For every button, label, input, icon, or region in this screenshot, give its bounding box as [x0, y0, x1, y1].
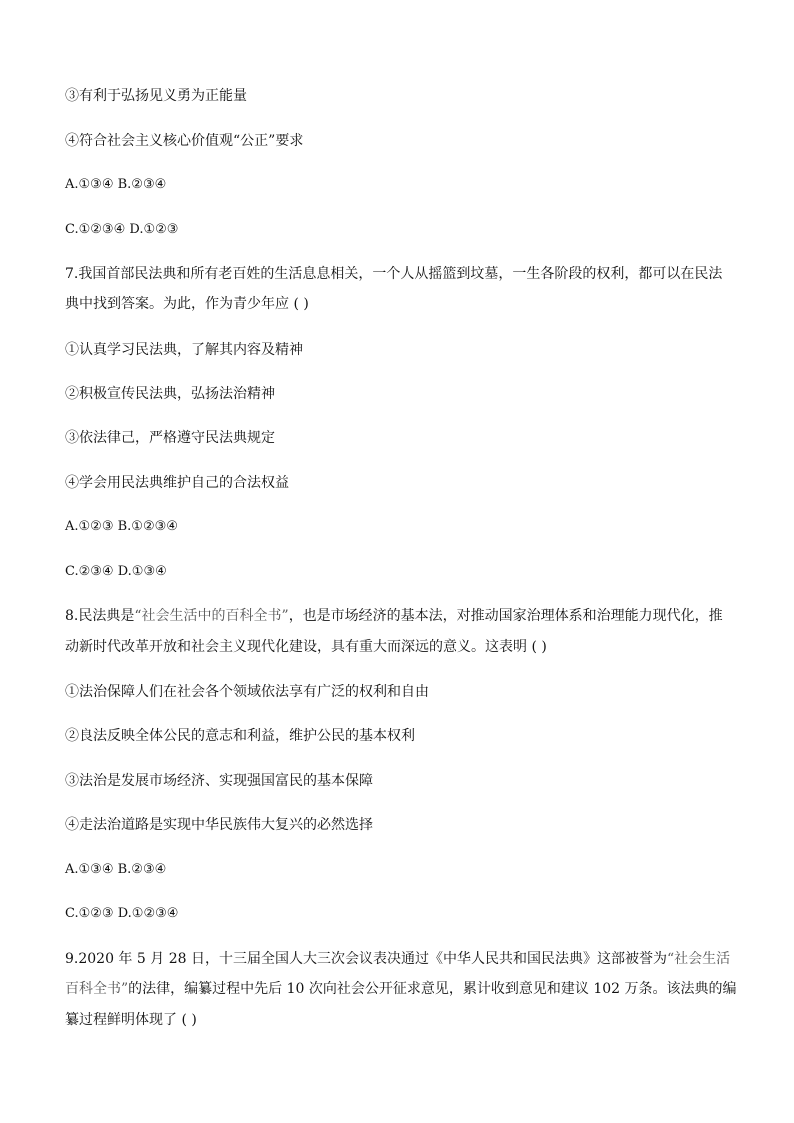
q7-option-3: ③依法律己，严格遵守民法典规定 — [65, 430, 275, 446]
q6-answers-ab: A.①③④ B.②③④ — [65, 177, 167, 192]
q9-stem-mid: 的法律，编纂过程中先后 10 次向社会公开征求意见，累计收到意见和建议 102 万条。该法典的编 — [128, 981, 737, 997]
q8-option-1: ①法治保障人们在社会各个领域依法享有广泛的权利和自由 — [65, 684, 429, 700]
q6-answers-cd: C.①②③④ D.①②③ — [65, 222, 179, 237]
q8-answers-ab: A.①③④ B.②③④ — [65, 862, 167, 877]
q8-answers-cd: C.①②③ D.①②③④ — [65, 906, 179, 921]
q6-option-3: ③有利于弘扬见义勇为正能量 — [65, 88, 247, 104]
q9-stem-line-1 — [65, 949, 745, 969]
q8-quote: “社会生活中的百科全书” — [134, 608, 289, 624]
q8-stem-rest: ，也是市场经济的基本法，对推动国家治理体系和治理能力现代化，推 — [288, 608, 723, 624]
q8-option-4: ④走法治道路是实现中华民族伟大复兴的必然选择 — [65, 817, 373, 833]
q8-stem-line-1 — [65, 606, 745, 626]
q9-quote-start: “社会生活 — [666, 951, 731, 967]
q8-stem-line-2: 动新时代改革开放和社会主义现代化建设，具有重大而深远的意义。这表明 ( ) — [65, 639, 547, 655]
q6-option-4: ④符合社会主义核心价值观“公正”要求 — [65, 133, 304, 149]
q7-stem-line-1: 7.我国首部民法典和所有老百姓的生活息息相关，一个人从摇篮到坟墓，一生各阶段的权利，都可以在民法 — [65, 266, 723, 282]
q8-option-2: ②良法反映全体公民的意志和利益，维护公民的基本权利 — [65, 728, 415, 744]
q9-stem-line-3: 纂过程鲜明体现了 ( ) — [65, 1012, 197, 1028]
q7-stem-line-2: 典中找到答案。为此，作为青少年应 ( ) — [65, 296, 309, 312]
q8-stem-lead: 8.民法典是 — [65, 608, 135, 624]
q9-quote-end: 百科全书” — [65, 981, 129, 997]
q7-option-4: ④学会用民法典维护自己的合法权益 — [65, 475, 289, 491]
q7-option-2: ②积极宣传民法典，弘扬法治精神 — [65, 386, 275, 402]
q9-stem-lead: 9.2020 年 5 月 28 日，十三届全国人大三次会议表决通过《中华人民共和国民法典》这部被誉为 — [65, 951, 667, 967]
q7-option-1: ①认真学习民法典，了解其内容及精神 — [65, 342, 303, 358]
q9-stem-line-2 — [65, 979, 745, 999]
q7-answers-ab: A.①②③ B.①②③④ — [65, 519, 178, 534]
q7-answers-cd: C.②③④ D.①③④ — [65, 564, 167, 579]
q8-option-3: ③法治是发展市场经济、实现强国富民的基本保障 — [65, 773, 373, 789]
